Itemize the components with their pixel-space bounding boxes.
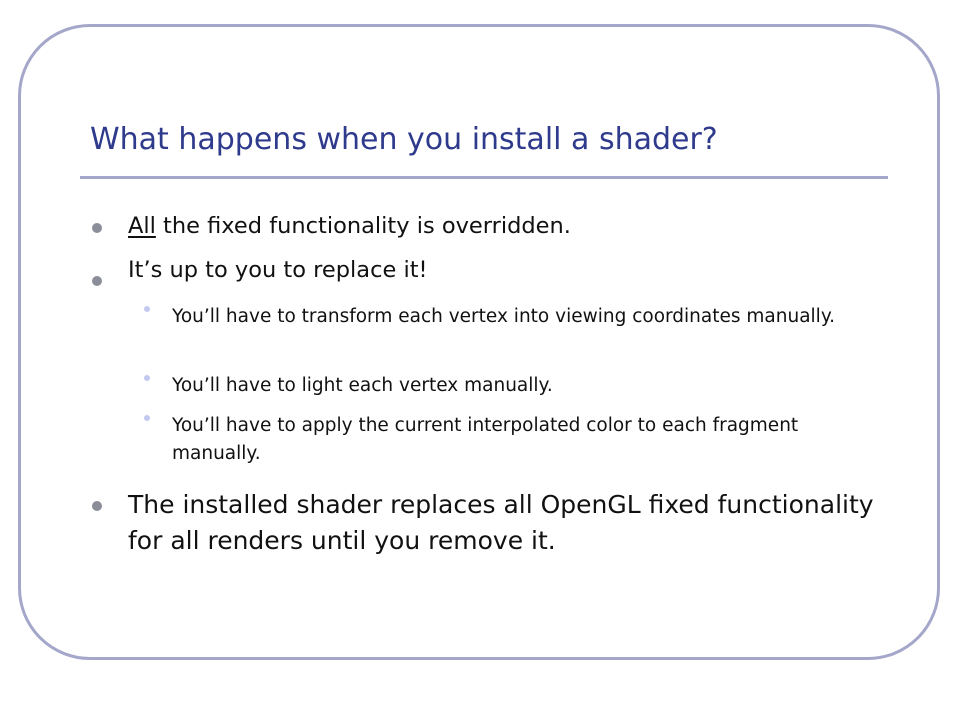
bullet-item [128, 211, 888, 242]
sub-bullet-item: You’ll have to transform each vertex into viewing coordinates manually. [172, 306, 836, 327]
sub-bullet-item: You’ll have to light each vertex manually. [172, 375, 553, 396]
bullet-text: the fixed functionality is overridden. [155, 213, 571, 239]
slide-title: What happens when you install a shader? [90, 122, 718, 157]
bullet-dot-icon [92, 501, 102, 511]
bullet-dot-icon [92, 276, 102, 286]
bullet-item: It’s up to you to replace it! [128, 257, 428, 283]
bullet-item: The installed shader replaces all OpenGL fixed functionality for all renders until you remove it. [128, 490, 874, 555]
sub-bullet-item: You’ll have to apply the current interpolated color to each fragment manually. [172, 415, 799, 464]
bullet-emphasis: All [128, 213, 156, 239]
sub-bullet-dot-icon [144, 415, 150, 421]
bullet-dot-icon [92, 223, 102, 233]
sub-bullet-dot-icon [144, 306, 150, 312]
sub-bullet-dot-icon [144, 375, 150, 381]
